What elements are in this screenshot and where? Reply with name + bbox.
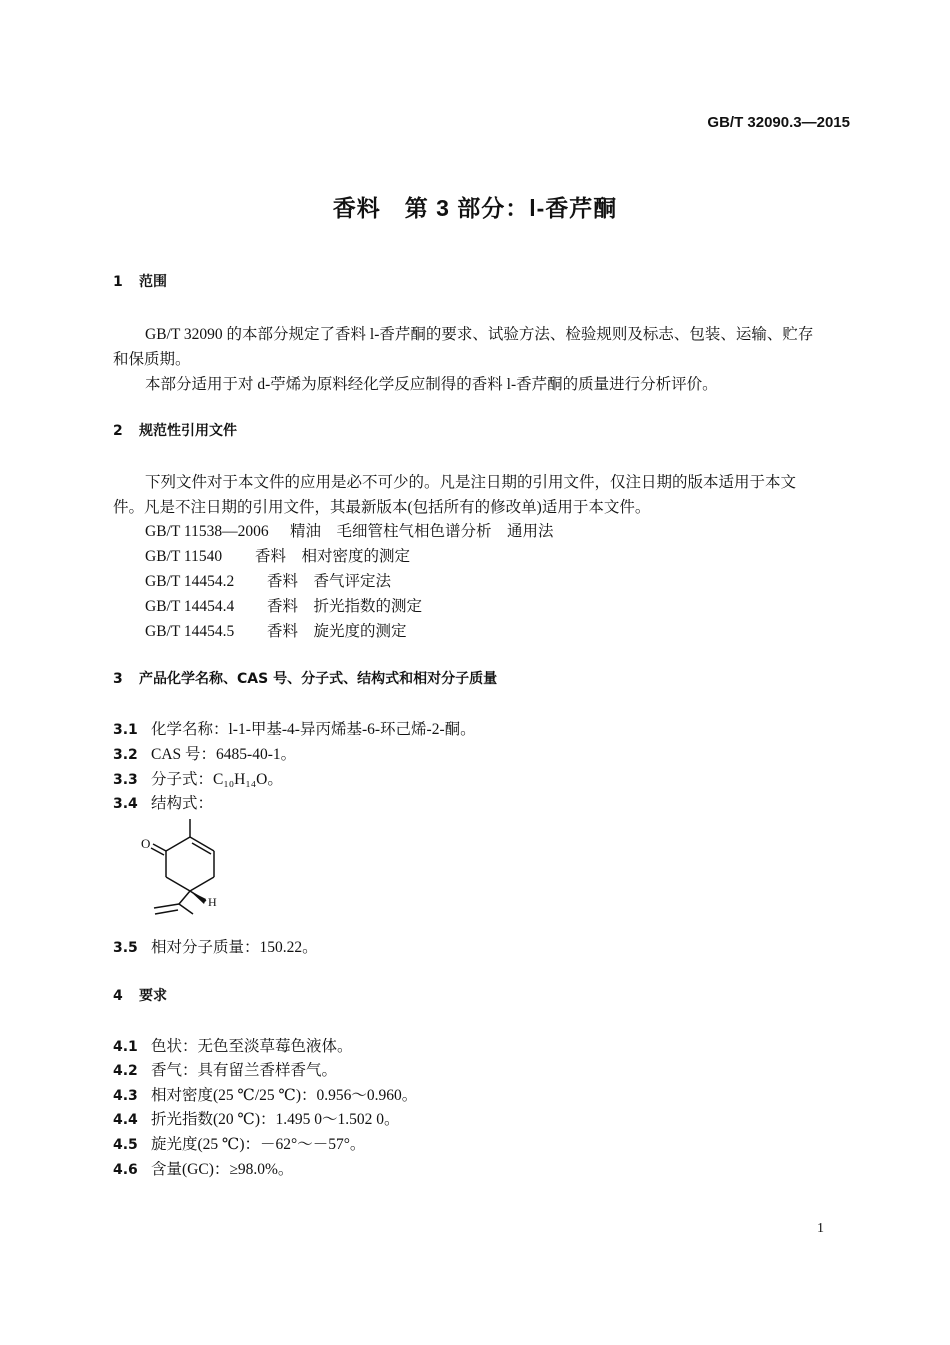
- normative-intro-line-2: 件。凡是不注日期的引用文件，其最新版本(包括所有的修改单)适用于本文件。: [113, 499, 651, 516]
- clause-text: 色状：无色至淡草莓色液体。: [151, 1038, 353, 1055]
- clause-text: 结构式：: [151, 795, 214, 812]
- reference-code: GB/T 14454.4: [145, 598, 235, 615]
- ring-bond: [166, 877, 190, 891]
- clause-number: 3.5: [113, 940, 138, 956]
- clause-4-4: [113, 1107, 400, 1129]
- clause-text: 旋光度(25 ℃)：－62°～－57°。: [151, 1136, 366, 1153]
- clause-4-6: [113, 1157, 293, 1179]
- ring-double-bond-inner: [192, 843, 211, 854]
- reference-item: [145, 519, 554, 541]
- clause-text: 化学名称：l-1-甲基-4-异丙烯基-6-环己烯-2-酮。: [151, 721, 476, 738]
- reference-item: [145, 619, 407, 641]
- scope-applicability: 本部分适用于对 d-苧烯为原料经化学反应制得的香料 l-香芹酮的质量进行分析评价。: [145, 376, 718, 393]
- clause-text: 相对密度(25 ℃/25 ℃)：0.956～0.960。: [151, 1087, 418, 1104]
- wedge-bond: [190, 891, 206, 904]
- reference-code: GB/T 11540: [145, 548, 223, 565]
- normative-intro-line-1: 下列文件对于本文件的应用是必不可少的。凡是注日期的引用文件，仅注日期的版本适用于本文: [145, 474, 797, 491]
- clause-number: 3.1: [113, 722, 138, 738]
- document-title: 香料 第 3 部分：l-香芹酮: [332, 195, 618, 221]
- section-title: 范围: [139, 274, 167, 290]
- clause-number: 4.2: [113, 1063, 138, 1079]
- reference-item: [145, 544, 410, 566]
- reference-code: GB/T 14454.2: [145, 573, 235, 590]
- section-number: 4: [113, 988, 123, 1004]
- reference-title: 精油 毛细管柱气相色谱分析 通用法: [290, 523, 554, 540]
- reference-title: 香料 旋光度的测定: [267, 623, 407, 640]
- clause-number: 4.5: [113, 1137, 138, 1153]
- reference-code: GB/T 11538—2006: [145, 523, 269, 540]
- section-title: 产品化学名称、CAS 号、分子式、结构式和相对分子质量: [139, 671, 498, 687]
- section-2-heading: [113, 420, 237, 440]
- clause-3-1: [113, 717, 476, 739]
- isopropenyl-bond: [179, 891, 190, 904]
- clause-4-1: [113, 1034, 353, 1056]
- hydrogen-label: H: [208, 895, 217, 909]
- clause-text: 分子式：C₁₀H₁₄O。: [151, 771, 283, 788]
- scope-paragraph-line-1: GB/T 32090 的本部分规定了香料 l-香芹酮的要求、试验方法、检验规则及标志、包装、运输、贮存: [145, 326, 814, 343]
- reference-code: GB/T 14454.5: [145, 623, 235, 640]
- clause-3-4: [113, 791, 213, 813]
- clause-4-5: [113, 1132, 365, 1154]
- isopropenyl-double-bond-inner: [155, 910, 178, 914]
- clause-text: 相对分子质量：150.22。: [151, 939, 318, 956]
- clause-text: 含量(GC)：≥98.0%。: [151, 1161, 294, 1178]
- clause-number: 3.2: [113, 747, 138, 763]
- structural-formula: [138, 815, 238, 920]
- reference-title: 香料 相对密度的测定: [255, 548, 411, 565]
- clause-3-5: [113, 935, 318, 957]
- clause-number: 4.4: [113, 1112, 138, 1128]
- section-3-heading: [113, 668, 497, 688]
- clause-number: 3.4: [113, 796, 138, 812]
- section-title: 规范性引用文件: [139, 423, 237, 439]
- page-number: 1: [817, 1221, 824, 1236]
- scope-paragraph-line-2: 和保质期。: [113, 351, 191, 368]
- clause-4-2: [113, 1058, 337, 1080]
- reference-item: [145, 594, 422, 616]
- section-number: 1: [113, 274, 123, 290]
- section-number: 3: [113, 671, 123, 687]
- clause-4-3: [113, 1083, 417, 1105]
- clause-3-2: [113, 742, 296, 764]
- oxygen-label: O: [141, 836, 151, 851]
- section-4-heading: [113, 985, 167, 1005]
- clause-number: 4.1: [113, 1039, 138, 1055]
- clause-text: CAS 号：6485-40-1。: [151, 746, 297, 763]
- isopropenyl-double-bond: [154, 904, 179, 908]
- clause-number: 3.3: [113, 772, 138, 788]
- clause-number: 4.3: [113, 1088, 138, 1104]
- section-1-heading: [113, 271, 167, 291]
- reference-item: [145, 569, 391, 591]
- clause-3-3: [113, 767, 283, 789]
- reference-title: 香料 折光指数的测定: [267, 598, 423, 615]
- clause-text: 香气：具有留兰香样香气。: [151, 1062, 338, 1079]
- isopropenyl-methyl: [179, 904, 193, 914]
- clause-text: 折光指数(20 ℃)：1.495 0～1.502 0。: [151, 1111, 400, 1128]
- section-title: 要求: [139, 988, 167, 1004]
- section-number: 2: [113, 423, 123, 439]
- ring-bond: [166, 837, 190, 851]
- ring-bond: [190, 877, 214, 891]
- clause-number: 4.6: [113, 1162, 138, 1178]
- reference-title: 香料 香气评定法: [267, 573, 392, 590]
- standard-code: GB/T 32090.3—2015: [707, 114, 850, 131]
